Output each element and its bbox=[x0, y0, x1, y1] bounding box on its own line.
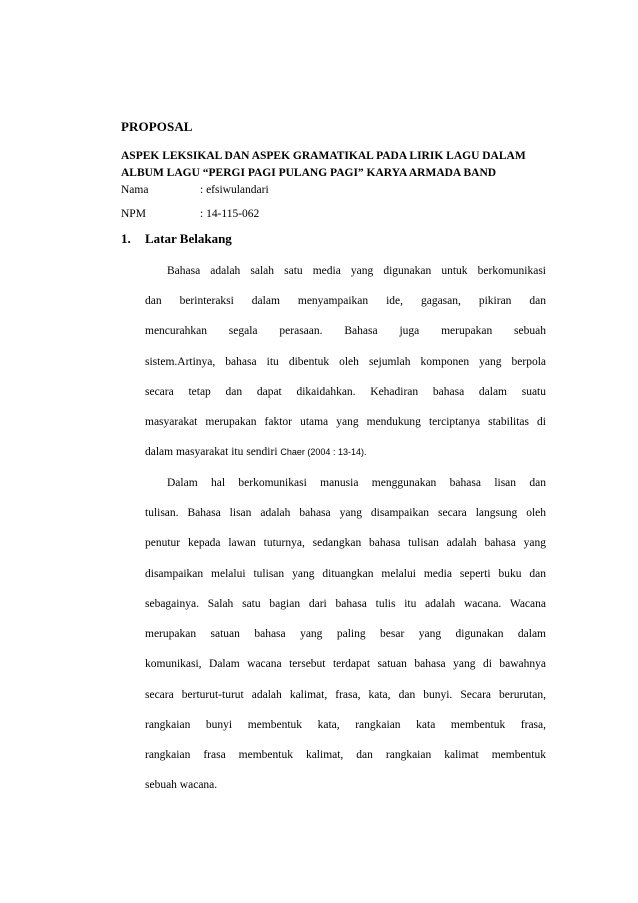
paragraph-2-line: rangkaian bunyi membentuk kata, rangkaian kata membentuk frasa, bbox=[145, 719, 546, 731]
npm-label: NPM bbox=[121, 208, 146, 220]
nama-label: Nama bbox=[121, 184, 149, 196]
paragraph-2-line: komunikasi, Dalam wacana tersebut terdapat satuan bahasa yang di bawahnya bbox=[145, 658, 546, 670]
paragraph-1-line: dan berinteraksi dalam menyampaikan ide, gagasan, pikiran dan bbox=[145, 295, 546, 307]
paragraph-2-line: disampaikan melalui tulisan yang dituangkan melalui media seperti buku dan bbox=[145, 568, 546, 580]
subject-line-1: ASPEK LEKSIKAL DAN ASPEK GRAMATIKAL PADA LIRIK LAGU DALAM bbox=[121, 150, 526, 162]
paragraph-1-line: secara tetap dan dapat dikaidahkan. Kehadiran bahasa dalam suatu bbox=[145, 386, 546, 398]
paragraph-2-line: merupakan satuan bahasa yang paling besar yang digunakan dalam bbox=[145, 628, 546, 640]
meta-nama-row bbox=[121, 184, 269, 196]
paragraph-1-last-text: dalam masyarakat itu sendiri bbox=[145, 446, 278, 458]
section-heading bbox=[121, 231, 232, 247]
nama-value: : efsiwulandari bbox=[200, 184, 269, 196]
proposal-subject bbox=[121, 148, 551, 182]
paragraph-1-line: masyarakat merupakan faktor utama yang mendukung terciptanya stabilitas di bbox=[145, 416, 546, 428]
paragraph-2-line: Dalam hal berkomunikasi manusia menggunakan bahasa lisan dan bbox=[167, 477, 546, 489]
meta-npm-row bbox=[121, 208, 259, 220]
paragraph-1-line: sistem.Artinya, bahasa itu dibentuk oleh sejumlah komponen yang berpola bbox=[145, 356, 546, 368]
section-number: 1. bbox=[121, 231, 131, 246]
paragraph-1-last-line bbox=[145, 446, 546, 458]
document-title: PROPOSAL bbox=[121, 119, 193, 134]
paragraph-2-line: sebagainya. Salah satu bagian dari bahasa tulis itu adalah wacana. Wacana bbox=[145, 598, 546, 610]
paragraph-2-line: secara berturut-turut adalah kalimat, frasa, kata, dan bunyi. Secara berurutan, bbox=[145, 689, 546, 701]
paragraph-2-line: penutur kepada lawan tuturnya, sedangkan bahasa tulisan adalah bahasa yang bbox=[145, 537, 546, 549]
paragraph-1-line: Bahasa adalah salah satu media yang digunakan untuk berkomunikasi bbox=[167, 265, 546, 277]
section-title: Latar Belakang bbox=[145, 231, 232, 246]
paragraph-2-line: sebuah wacana. bbox=[145, 779, 218, 791]
paragraph-2-line: tulisan. Bahasa lisan adalah bahasa yang disampaikan secara langsung oleh bbox=[145, 507, 546, 519]
subject-line-2: ALBUM LAGU “PERGI PAGI PULANG PAGI” KARYA ARMADA BAND bbox=[121, 167, 497, 179]
paragraph-2-line: rangkaian frasa membentuk kalimat, dan rangkaian kalimat membentuk bbox=[145, 749, 546, 761]
npm-value: : 14-115-062 bbox=[200, 208, 260, 220]
citation: Chaer (2004 : 13-14). bbox=[280, 447, 367, 457]
paragraph-1-line: mencurahkan segala perasaan. Bahasa juga merupakan sebuah bbox=[145, 325, 546, 337]
